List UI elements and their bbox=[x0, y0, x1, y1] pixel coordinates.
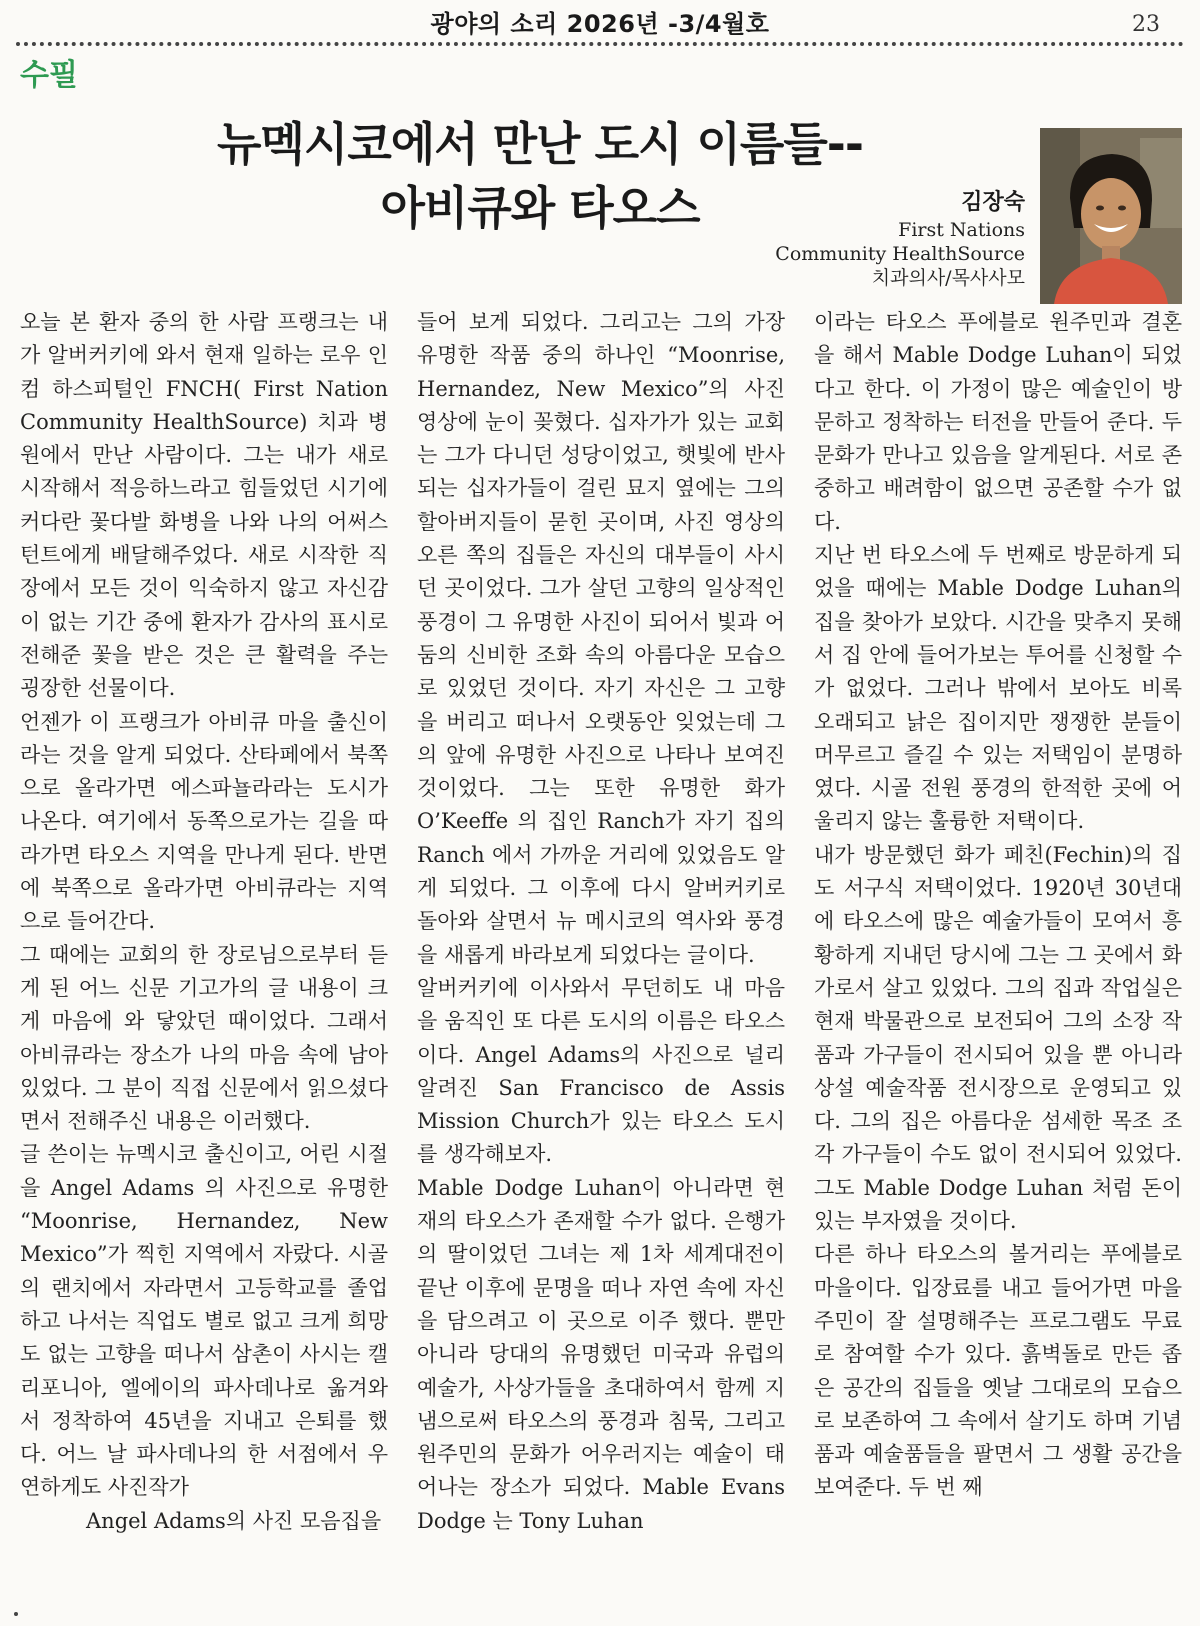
page-number: 23 bbox=[1132, 12, 1160, 37]
article-column-1 bbox=[20, 306, 388, 1538]
corner-mark bbox=[14, 1612, 18, 1616]
paragraph: 다른 하나 타오스의 볼거리는 푸에블로 마을이다. 입장료를 내고 들어가면 마을 주민이 잘 설명해주는 프로그램도 무료로 참여할 수가 있다. 흙벽돌로 만든 좁은 공간의 집들을 옛날 그대로의 모습으로 보존하여 그 속에서 살기도 하며 기념품과 예술품들을 팔면서 그 생활 공간을 보여준다. 두 번 째 bbox=[814, 1242, 1182, 1500]
article-column-3 bbox=[814, 306, 1182, 1505]
article-title-line-1: 뉴멕시코에서 만난 도시 이름들-- bbox=[217, 117, 863, 171]
publication-header: 광야의 소리 2026년 -3/4월호 bbox=[430, 10, 770, 38]
author-role: 치과의사/목사사모 bbox=[871, 267, 1025, 289]
paragraph: 지난 번 타오스에 두 번째로 방문하게 되었을 때에는 Mable Dodge Luhan의 집을 찾아가 보았다. 시간을 맞추지 못해서 집 안에 들어가보는 투어를 신청할 수가 없었다. 그러나 밖에서 보아도 비록 오래되고 낡은 집이지만 쟁쟁한 분들이 머무르고 즐길 수 있는 저택임이 분명하였다. 시골 전원 풍경의 한적한 곳에 어울리지 않는 훌륭한 저택이다. bbox=[814, 543, 1182, 834]
article-column-2 bbox=[417, 306, 785, 1538]
paragraph: 내가 방문했던 화가 페친(Fechin)의 집도 서구식 저택이었다. 1920년 30년대에 타오스에 많은 예술가들이 모여서 흥황하게 지내던 당시에 그는 그 곳에서 화가로서 살고 있었다. 그의 집과 작업실은 현재 박물관으로 보전되어 그의 소장 작품과 가구들이 전시되어 있을 뿐 아니라 상설 예술작품 전시장으로 운영되고 있다. 그의 집은 아름다운 섬세한 목조 조각 가구들이 수도 없이 전시되어 있었다. 그도 Mable Dodge Luhan 처럼 돈이 있는 부자였을 것이다. bbox=[814, 842, 1182, 1234]
paragraph: 이라는 타오스 푸에블로 원주민과 결혼을 해서 Mable Dodge Luhan이 되었다고 한다. 이 가정이 많은 예술인이 방문하고 정착하는 터전을 만들어 준다. 두 문화가 만나고 있음을 알게된다. 서로 존중하고 배려함이 없으면 공존할 수가 없다. bbox=[814, 310, 1182, 534]
header-divider bbox=[16, 42, 1184, 46]
author-name: 김장숙 bbox=[961, 190, 1025, 215]
article-title-line-2: 아비큐와 타오스 bbox=[380, 181, 700, 235]
paragraph: 글 쓴이는 뉴멕시코 출신이고, 어린 시절을 Angel Adams 의 사진으로 유명한 “Moonrise, Hernandez, New Mexico”가 찍힌 지역에서 자랐다. 시골의 랜치에서 자라면서 고등학교를 졸업하고 나서는 직업도 별로 없고 크게 희망도 없는 고향을 떠나서 삼촌이 사시는 캘리포니아, 엘에이의 파사데나로 옮겨와서 정착하여 45년을 지내고 은퇴를 했다. 어느 날 파사데나의 한 서점에서 우연하게도 사진작가 bbox=[20, 1142, 388, 1500]
paragraph: Mable Dodge Luhan이 아니라면 현재의 타오스가 존재할 수가 없다. 은행가의 딸이었던 그녀는 제 1차 세계대전이 끝난 이후에 문명을 떠나 자연 속에 자신을 담으려고 이 곳으로 이주 했다. 뿐만 아니라 당대의 유명했던 미국과 유럽의 예술가, 사상가들을 초대하여서 함께 지냄으로써 타오스의 풍경과 침묵, 그리고 원주민의 문화가 어우러지는 예술이 태어나는 장소가 되었다. Mable Evans Dodge 는 Tony Luhan bbox=[417, 1175, 785, 1533]
paragraph: 언젠가 이 프랭크가 아비큐 마을 출신이라는 것을 알게 되었다. 산타페에서 북쪽으로 올라가면 에스파뇰라라는 도시가 나온다. 여기에서 동쪽으로가는 길을 따라가면 타오스 지역을 만나게 된다. 반면에 북쪽으로 올라가면 아비큐라는 지역으로 들어간다. bbox=[20, 709, 388, 934]
author-org-line-1: First Nations bbox=[898, 219, 1025, 241]
author-photo bbox=[1040, 128, 1182, 304]
paragraph: Angel Adams의 사진 모음집을 bbox=[86, 1508, 382, 1533]
paragraph: 오늘 본 환자 중의 한 사람 프랭크는 내가 알버커키에 와서 현재 일하는 로우 인컴 하스피털인 FNCH( First Nation Community HealthSource) 치과 병원에서 만난 사람이다. 그는 내가 새로 시작해서 적응하느라고 힘들었던 시기에 커다란 꽃다발 화병을 나와 나의 어써스턴트에게 배달해주었다. 새로 시작한 직장에서 모든 것이 익숙하지 않고 자신감이 없는 기간 중에 환자가 감사의 표시로 전해준 꽃을 받은 것은 큰 활력을 주는 굉장한 선물이다. bbox=[20, 310, 388, 701]
paragraph: 그 때에는 교회의 한 장로님으로부터 듣게 된 어느 신문 기고가의 글 내용이 크게 마음에 와 닿았던 때이었다. 그래서 아비큐라는 장소가 나의 마음 속에 남아 있었다. 그 분이 직접 신문에서 읽으셨다면서 전해주신 내용은 이러했다. bbox=[20, 942, 388, 1134]
author-byline bbox=[775, 188, 1025, 290]
author-org-line-2: Community HealthSource bbox=[775, 243, 1025, 265]
paragraph: 들어 보게 되었다. 그리고는 그의 가장 유명한 작품 중의 하나인 “Moonrise, Hernandez, New Mexico”의 사진 영상에 눈이 꽂혔다. 십자가가 있는 교회는 그가 다니던 성당이었고, 햇빛에 반사되는 십자가들이 걸린 묘지 옆에는 그의 할아버지들이 묻힌 곳이며, 사진 영상의 오른 쪽의 집들은 자신의 대부들이 사시던 곳이었다. 그가 살던 고향의 일상적인 풍경이 그 유명한 사진이 되어서 빛과 어둠의 신비한 조화 속의 아름다운 모습으로 있었던 것이다. 자기 자신은 그 고향을 버리고 떠나서 오랫동안 잊었는데 그의 앞에 유명한 사진으로 나타나 보여진 것이었다. 그는 또한 유명한 화가 O’Keeffe 의 집인 Ranch가 자기 집의 Ranch 에서 가까운 거리에 있었음도 알게 되었다. 그 이후에 다시 알버커키로 돌아와 살면서 뉴 메시코의 역사와 풍경을 새롭게 바라보게 되었다는 글이다. bbox=[417, 310, 785, 967]
paragraph: 알버커키에 이사와서 무던히도 내 마음을 움직인 또 다른 도시의 이름은 타오스이다. Angel Adams의 사진으로 널리 알려진 San Francisco de Assis Mission Church가 있는 타오스 도시를 생각해보자. bbox=[417, 975, 785, 1167]
section-label: 수필 bbox=[20, 58, 78, 93]
